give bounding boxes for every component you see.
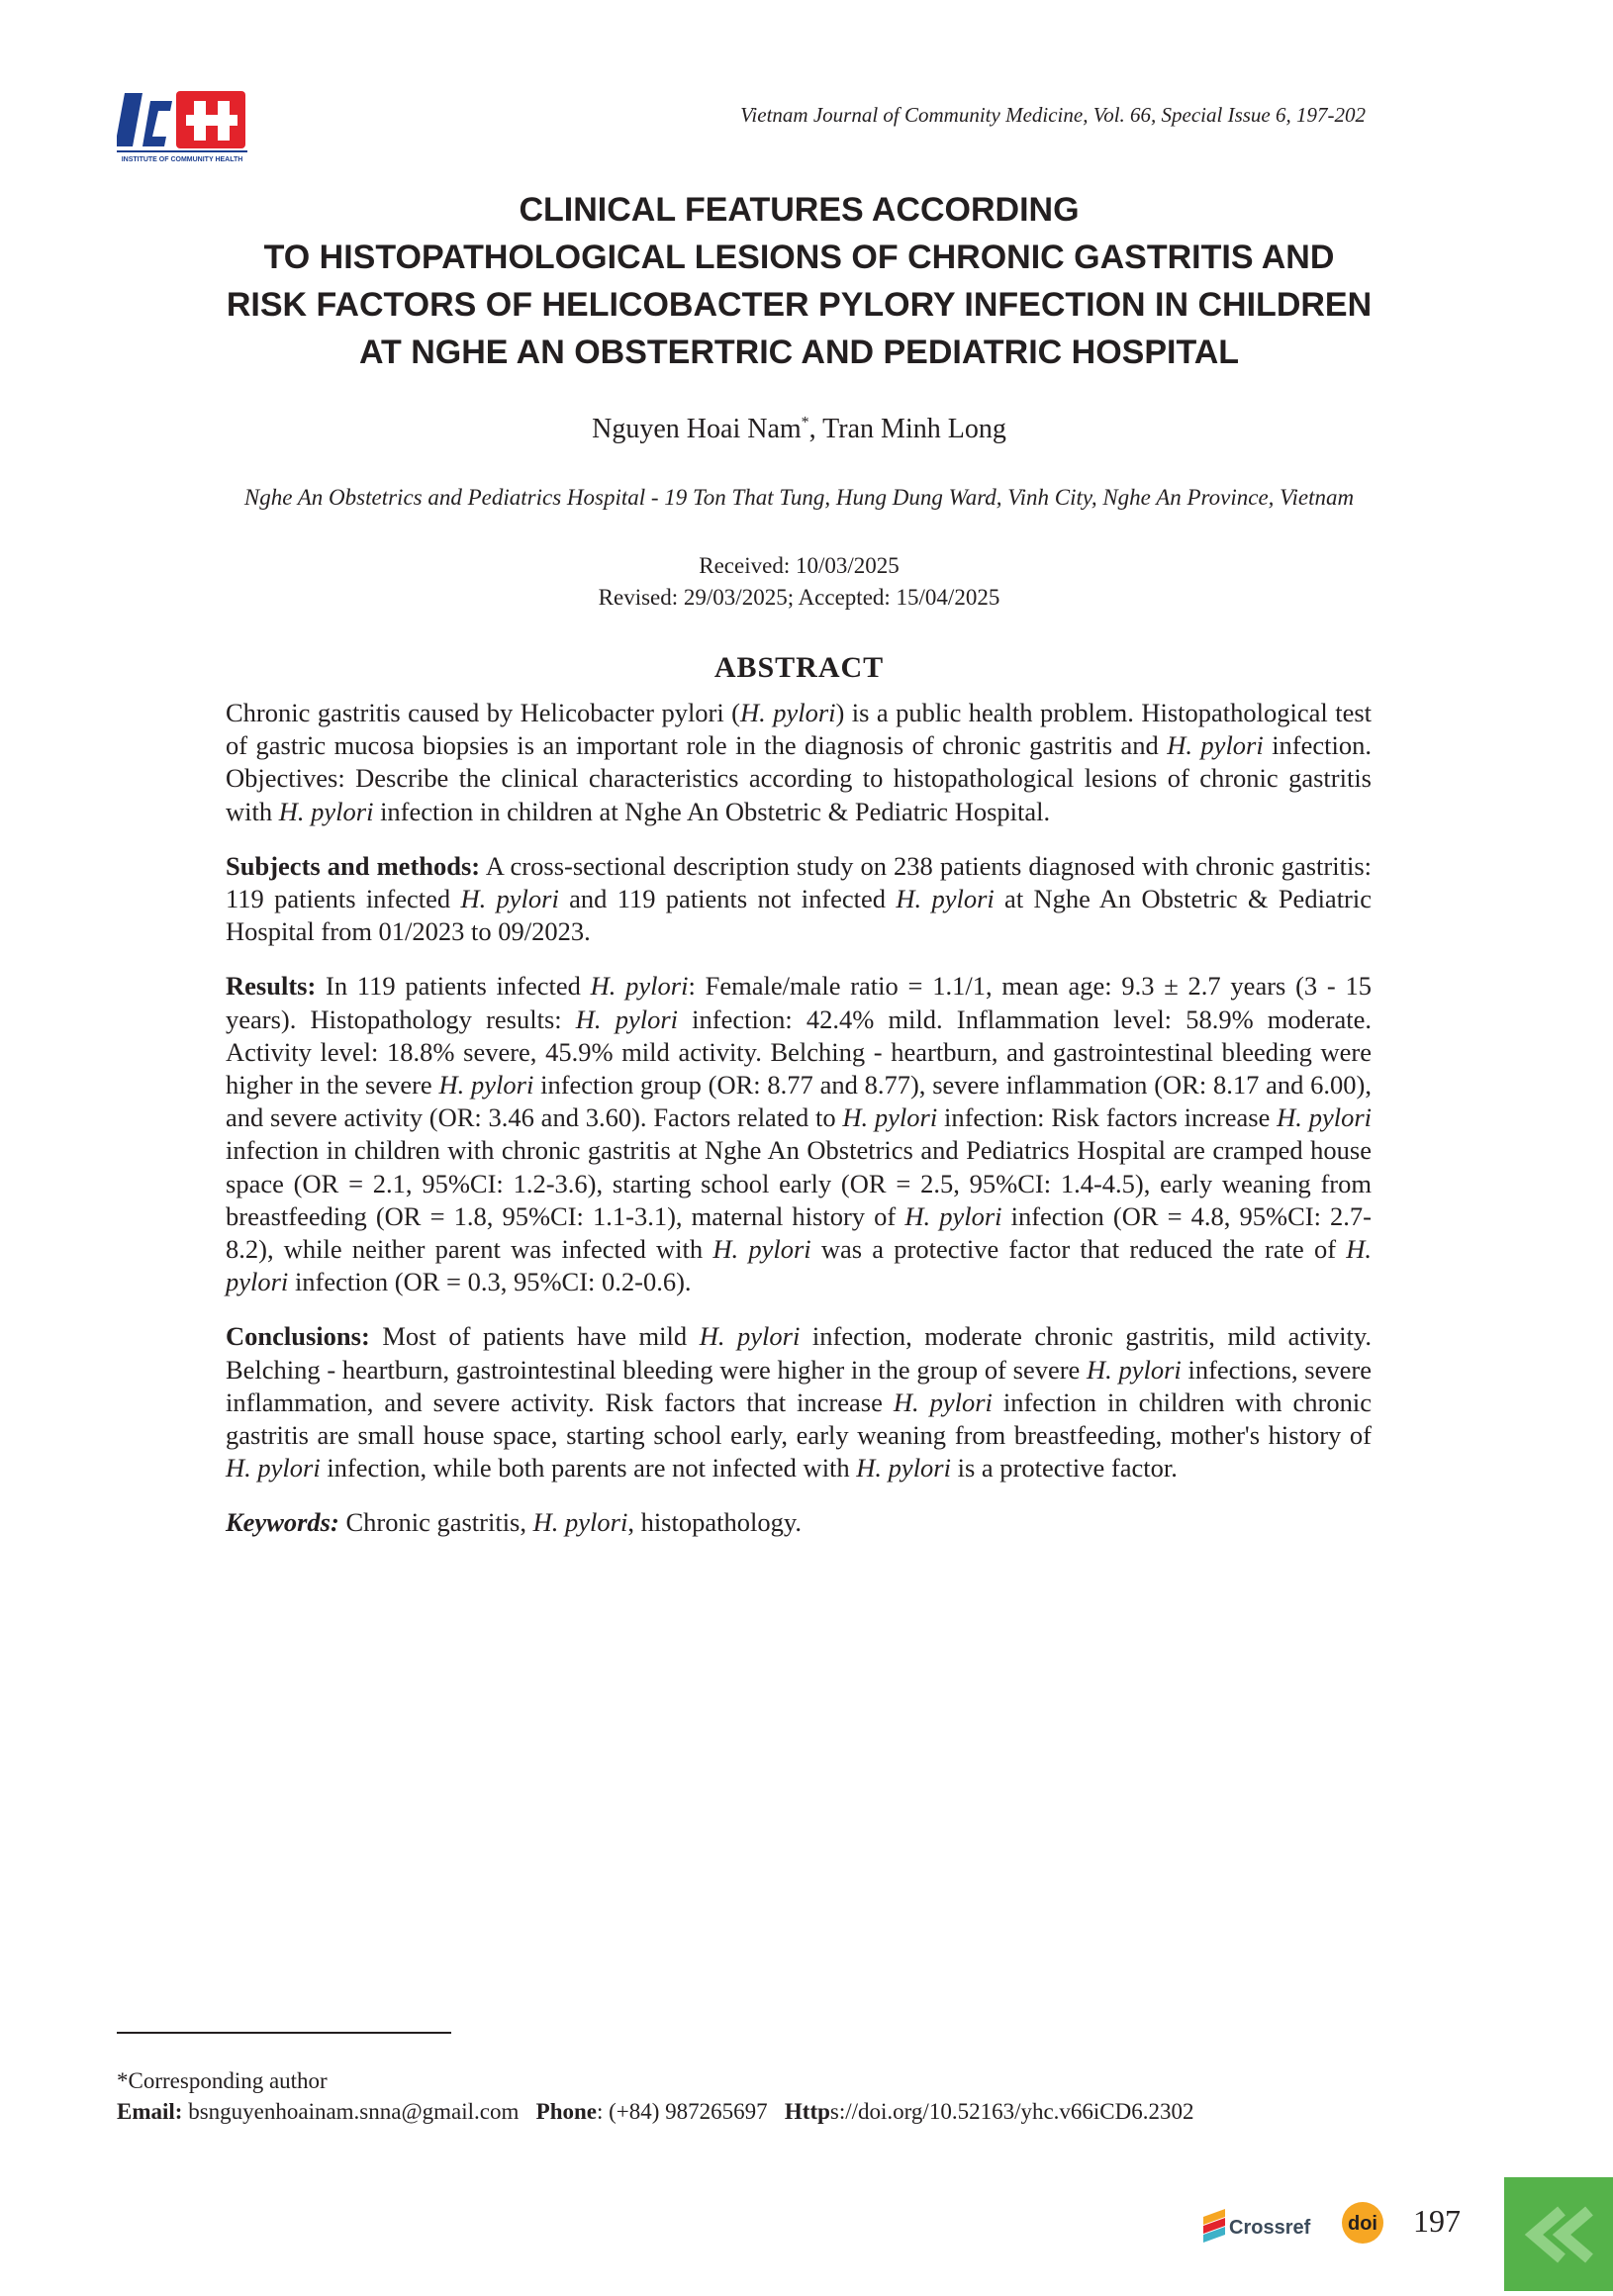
section-label: Subjects and methods: <box>226 850 481 881</box>
italic-term: H. pylori <box>226 1234 1372 1297</box>
italic-term: H. pylori <box>460 884 559 914</box>
doi-label: Http <box>784 2099 830 2124</box>
author-separator: , <box>808 414 823 444</box>
italic-term: H. pylori <box>1277 1102 1373 1133</box>
email-address[interactable]: bsnguyenhoainam.snna@gmail.com <box>188 2099 520 2124</box>
author-name: Nguyen Hoai Nam <box>592 414 802 444</box>
text-run: : Female/male ratio = 1.1/1, mean age: 9.3 ± 2.7 years (3 - 15 years). Histopathology results: <box>226 971 1372 1034</box>
text-run: and 119 patients not infected <box>558 884 897 914</box>
italic-term: H. pylori <box>438 1070 534 1100</box>
abstract-intro-paragraph <box>226 697 1372 828</box>
page-number: 197 <box>1413 2203 1461 2239</box>
title-line: CLINICAL FEATURES ACCORDING <box>519 191 1080 229</box>
text-run: Most of patients have mild <box>369 1321 700 1352</box>
email-label: Email: <box>117 2099 183 2124</box>
crossref-doi-badge[interactable] <box>1199 2199 1387 2248</box>
italic-term: H. pylori <box>893 1387 993 1417</box>
text-run: infection: Risk factors increase <box>937 1102 1278 1133</box>
keywords-paragraph <box>226 1506 1372 1539</box>
abstract-methods-paragraph <box>226 850 1372 949</box>
text-run: In 119 patients infected <box>316 971 591 1002</box>
text-run: was a protective factor that reduced the rate of <box>810 1234 1347 1265</box>
italic-term: H. pylori <box>699 1321 801 1352</box>
doi-link[interactable]: s://doi.org/10.52163/yhc.v66iCD6.2302 <box>829 2099 1194 2124</box>
section-label: Keywords: <box>226 1507 339 1538</box>
corresponding-author-note: *Corresponding author <box>117 2068 328 2093</box>
crossref-icon <box>1203 2209 1225 2243</box>
text-run: infection: 42.4% mild. Inflammation level: 58.9% moderate. Activity level: 18.8% severe, 45.9% mild activity. Belching - heartburn, and gastrointestinal bleeding were higher in the severe <box>226 1004 1373 1100</box>
article-title <box>99 186 1499 376</box>
doi-badge-label: doi <box>1348 2213 1377 2235</box>
revised-accepted-date: Revised: 29/03/2025; Accepted: 15/04/2025 <box>598 585 1000 610</box>
italic-term: H. pylori <box>856 1453 951 1483</box>
received-date: Received: 10/03/2025 <box>699 553 900 578</box>
crossref-label: Crossref <box>1229 2217 1311 2239</box>
double-chevron-left-icon <box>1504 2177 1613 2291</box>
logo-mark <box>117 91 245 148</box>
journal-logo <box>117 87 247 164</box>
abstract-conclusions-paragraph <box>226 1320 1372 1484</box>
abstract-results-paragraph <box>226 970 1372 1298</box>
text-run: infections, severe inflammation, and severe activity. Risk factors that increase <box>226 1354 1372 1417</box>
contact-line <box>117 2099 1194 2125</box>
italic-term: H. pylori <box>842 1102 938 1133</box>
text-run: infection in children with chronic gastritis are small house space, starting school early, early weaning from breastfeeding, mother's history of <box>226 1387 1372 1451</box>
text-run: infection. Objectives: Describe the clinical characteristics according to histopathological lesions of chronic gastritis with <box>226 730 1373 826</box>
text-run: ) is a public health problem. Histopathological test of gastric mucosa biopsies is an important role in the diagnosis of chronic gastritis and <box>226 698 1373 761</box>
text-run: infection, moderate chronic gastritis, mild activity. Belching - heartburn, gastrointestinal bleeding were higher in the group of severe <box>226 1321 1372 1385</box>
corresponding-mark: * <box>801 414 809 431</box>
text-run: infection in children with chronic gastritis at Nghe An Obstetrics and Pediatrics Hospital are cramped house space (OR = 2.1, 95%CI: 1.2-3.6), starting school early (OR = 2.5, 95%CI: 1.4-4.5), early weaning from breastfeeding (OR = 1.8, 95%CI: 1.1-3.1), maternal history of <box>226 1135 1372 1231</box>
section-label: Conclusions: <box>226 1321 370 1352</box>
text-run: infection (OR = 4.8, 95%CI: 2.7-8.2), while neither parent was infected with <box>226 1200 1373 1265</box>
footnote-divider <box>117 2032 451 2034</box>
title-line: RISK FACTORS OF HELICOBACTER PYLORY INFECTION IN CHILDREN <box>226 286 1373 324</box>
text-run: infection in children at Nghe An Obstetric & Pediatric Hospital. <box>373 796 1051 826</box>
text-run: infection group (OR: 8.77 and 8.77), severe inflammation (OR: 8.17 and 6.00), and severe activity (OR: 3.46 and 3.60). Factors related to <box>226 1070 1372 1133</box>
text-run: A cross-sectional description study on 238 patients diagnosed with chronic gastritis: 119 patients infected <box>226 850 1372 914</box>
italic-term: H. pylori <box>904 1200 1002 1231</box>
affiliation: Nghe An Obstetrics and Pediatrics Hospital - 19 Ton That Tung, Hung Dung Ward, Vinh City, Nghe An Province, Vietnam <box>243 485 1355 510</box>
italic-term: H. pylori <box>712 1234 811 1265</box>
text-run: Chronic gastritis, <box>338 1507 533 1538</box>
italic-term: H. pylori <box>1087 1354 1182 1385</box>
journal-citation: Vietnam Journal of Community Medicine, Vol. 66, Special Issue 6, 197-202 <box>740 103 1366 127</box>
title-line: TO HISTOPATHOLOGICAL LESIONS OF CHRONIC GASTRITIS AND <box>263 239 1335 276</box>
text-run: infection, while both parents are not infected with <box>320 1453 857 1483</box>
text-run: Chronic gastritis caused by Helicobacter pylori ( <box>226 698 741 727</box>
italic-term: H. pylori <box>740 698 836 727</box>
abstract-heading: ABSTRACT <box>713 651 885 684</box>
text-run: is a protective factor. <box>950 1453 1178 1483</box>
abstract-body <box>226 697 1372 1562</box>
italic-term: H. pylori <box>226 1453 321 1483</box>
text-run: at Nghe An Obstetric & Pediatric Hospital from 01/2023 to 09/2023. <box>226 884 1373 947</box>
title-line: AT NGHE AN OBSTERTRIC AND PEDIATRIC HOSPITAL <box>358 334 1240 371</box>
section-label: Results: <box>226 971 317 1002</box>
logo-subtext: INSTITUTE OF COMMUNITY HEALTH <box>121 156 243 163</box>
page-corner-tab <box>1504 2177 1613 2291</box>
italic-term: H. pylori <box>896 884 995 914</box>
author-list <box>99 414 1499 445</box>
italic-term: H. pylori <box>590 971 689 1002</box>
phone-number: : (+84) 987265697 <box>596 2099 768 2124</box>
text-run: , histopathology. <box>627 1507 802 1538</box>
author-name: Tran Minh Long <box>822 414 1006 444</box>
italic-term: H. pylori <box>575 1004 678 1034</box>
article-dates <box>99 550 1499 614</box>
italic-term: H. pylori <box>278 796 374 826</box>
phone-label: Phone <box>535 2099 597 2124</box>
italic-term: H. pylori <box>1167 730 1264 761</box>
text-run: infection (OR = 0.3, 95%CI: 0.2-0.6). <box>288 1267 692 1297</box>
italic-term: H. pylori <box>532 1507 628 1538</box>
